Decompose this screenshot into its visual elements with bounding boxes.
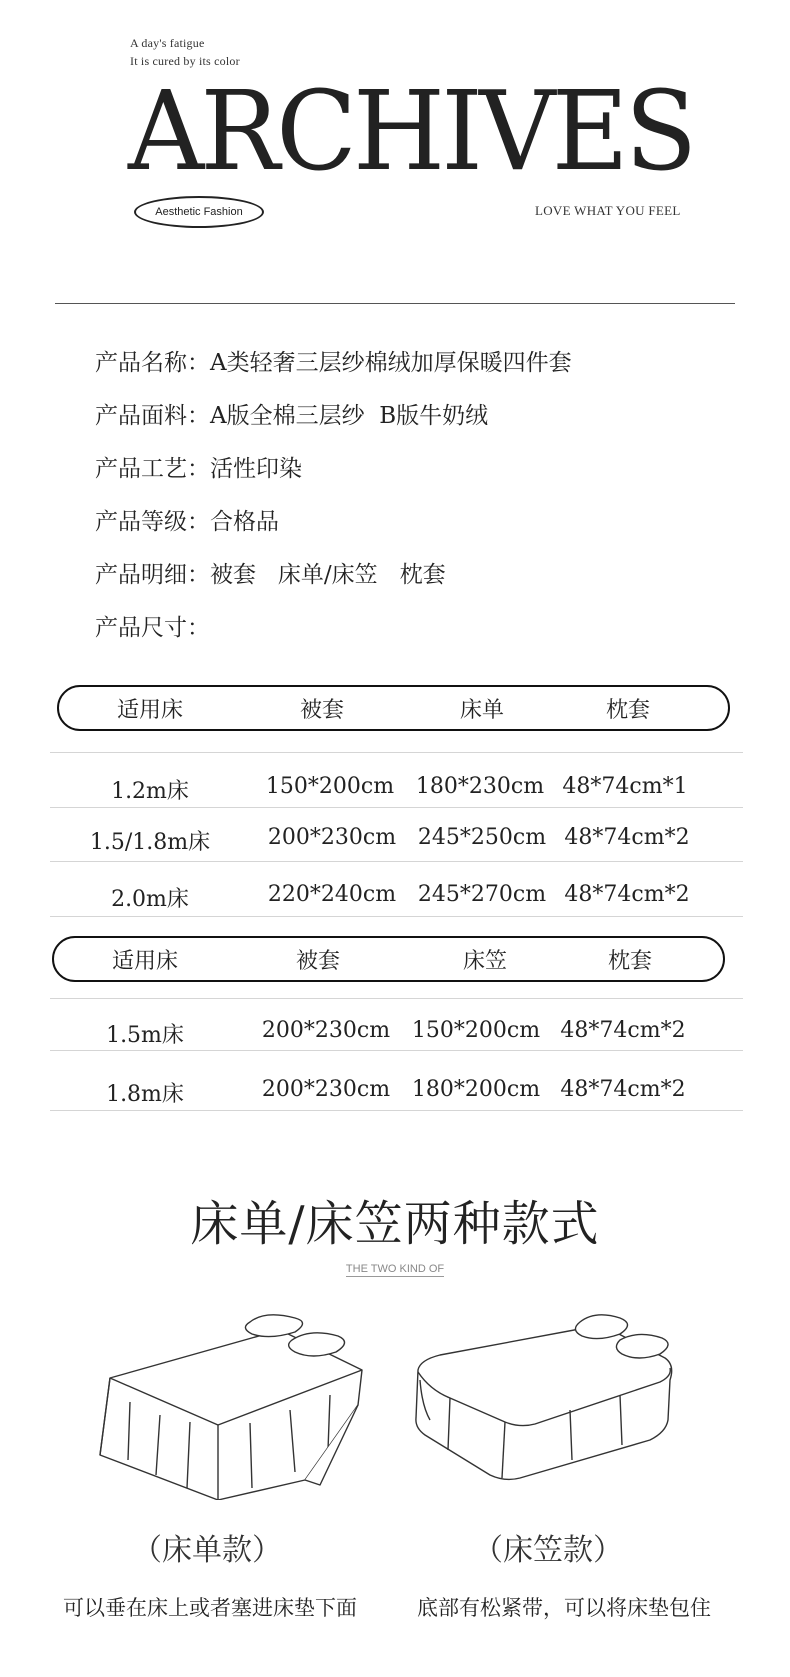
table-divider (50, 1050, 743, 1051)
spec-value: 活性印染 (210, 456, 302, 482)
table-cell: 1.2m床 (111, 779, 189, 804)
table-cell: 1.8m床 (106, 1082, 184, 1107)
section-title: 床单/床笠两种款式 (190, 1196, 600, 1252)
spec-name (95, 344, 572, 377)
fitted-sheet-description: 底部有松紧带，可以将床垫包住 (417, 1596, 711, 1620)
header-divider (55, 303, 735, 304)
section-subtitle-text: THE TWO KIND OF (345, 1263, 445, 1275)
table-cell: 200*230cm (261, 1018, 391, 1043)
table-cell: 48*74cm*1 (562, 774, 688, 799)
table-cell: 48*74cm*2 (564, 825, 690, 850)
spec-value: 被套 床单/床笠 枕套 (210, 562, 446, 588)
table-cell: 180*230cm (415, 774, 545, 799)
table-cell: 48*74cm*2 (560, 1077, 686, 1102)
table-header-cell: 适用床 (111, 949, 179, 974)
table-header-cell: 被套 (295, 949, 341, 974)
table-cell: 2.0m床 (111, 887, 189, 912)
table-cell: 150*200cm (411, 1018, 541, 1043)
table-header-cell: 床单 (459, 698, 505, 723)
table-cell: 245*270cm (417, 882, 547, 907)
section-subtitle (0, 1263, 790, 1275)
tagline-line-1: A day's fatigue (130, 36, 205, 50)
tagline (130, 34, 240, 70)
table-cell: 200*230cm (261, 1077, 391, 1102)
spec-label: 产品工艺： (95, 456, 210, 482)
table-cell: 1.5m床 (106, 1023, 184, 1048)
fitted-sheet-caption: （床笠款） (473, 1533, 623, 1568)
spec-label: 产品尺寸： (95, 615, 210, 641)
table-header-cell: 枕套 (605, 698, 651, 723)
aesthetic-badge: Aesthetic Fashion (134, 196, 264, 228)
table-divider (50, 1110, 743, 1111)
spec-label: 产品名称： (95, 350, 210, 376)
flat-sheet-caption: （床单款） (132, 1533, 282, 1568)
table-header-cell: 适用床 (116, 698, 184, 723)
spec-details (95, 556, 446, 589)
fitted-sheet-bed-illustration (410, 1310, 680, 1490)
table-cell: 200*230cm (267, 825, 397, 850)
spec-label: 产品等级： (95, 509, 210, 535)
table-header-cell: 枕套 (607, 949, 653, 974)
table-divider (50, 752, 743, 753)
table-divider (50, 916, 743, 917)
slogan: LOVE WHAT YOU FEEL (535, 203, 681, 218)
flat-sheet-description: 可以垂在床上或者塞进床垫下面 (63, 1596, 357, 1620)
spec-label: 产品面料： (95, 403, 210, 429)
table-divider (50, 861, 743, 862)
table-cell: 245*250cm (417, 825, 547, 850)
spec-fabric (95, 397, 488, 430)
spec-size (95, 609, 210, 642)
flat-sheet-bed-illustration (90, 1310, 380, 1500)
table-header-cell: 床笠 (462, 949, 508, 974)
spec-label: 产品明细： (95, 562, 210, 588)
spec-value: 合格品 (210, 509, 279, 535)
tagline-line-2: It is cured by its color (130, 54, 240, 68)
spec-craft (95, 450, 302, 483)
table-divider (50, 807, 743, 808)
table-cell: 180*200cm (411, 1077, 541, 1102)
table-cell: 48*74cm*2 (564, 882, 690, 907)
table-cell: 150*200cm (265, 774, 395, 799)
spec-grade (95, 503, 279, 536)
table-cell: 220*240cm (267, 882, 397, 907)
table-divider (50, 998, 743, 999)
spec-value: A类轻奢三层纱棉绒加厚保暖四件套 (210, 350, 572, 376)
table-header-cell: 被套 (299, 698, 345, 723)
brand-logo: ARCHIVES (128, 67, 694, 195)
spec-value: A版全棉三层纱 B版牛奶绒 (210, 403, 489, 429)
table-cell: 1.5/1.8m床 (89, 830, 211, 855)
table-cell: 48*74cm*2 (560, 1018, 686, 1043)
